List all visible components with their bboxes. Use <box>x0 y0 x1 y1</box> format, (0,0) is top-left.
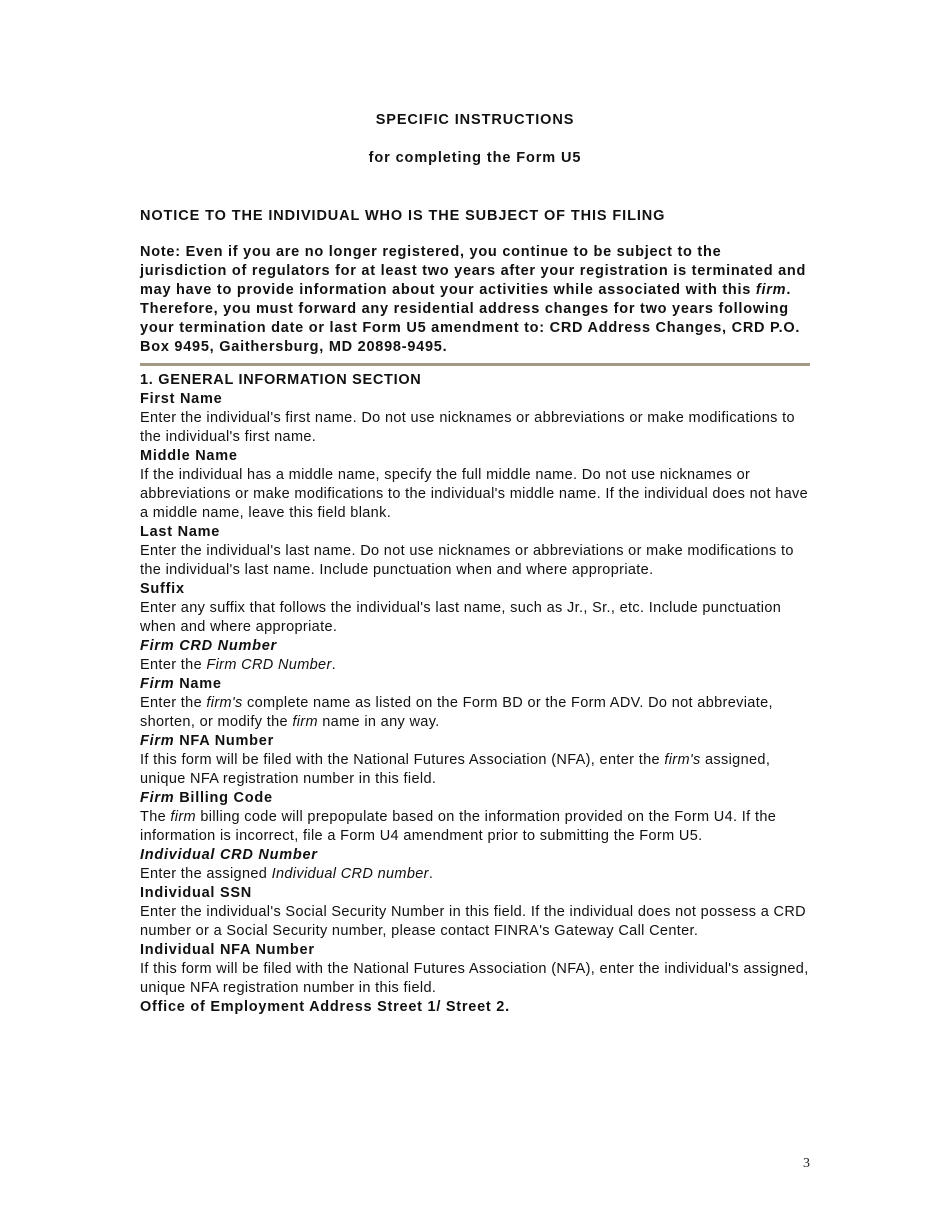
field-heading <box>140 675 810 694</box>
field-description-text: firm <box>170 809 196 825</box>
field-description <box>140 808 810 846</box>
field-heading-text: Middle Name <box>140 448 238 464</box>
field-description-text: Enter any suffix that follows the individual's last name, such as Jr., Sr., etc. Include punctuation when and where appropriate. <box>140 600 782 635</box>
field-description <box>140 466 810 523</box>
field-heading <box>140 637 810 656</box>
field-description-text: billing code will prepopulate based on the information provided on the Form U4. If the information is incorrect, file a Form U4 amendment prior to submitting the Form U5. <box>140 809 777 844</box>
field-description-text: The <box>140 809 171 825</box>
document-subtitle: for completing the Form U5 <box>368 150 582 166</box>
field-heading-text: Suffix <box>140 581 185 597</box>
page-number: 3 <box>803 1156 810 1171</box>
field-heading-text: Last Name <box>140 524 221 540</box>
field-description-text: firm's <box>664 752 701 768</box>
field-heading <box>140 884 810 903</box>
field-heading-text: Firm <box>140 733 175 749</box>
field-heading-text: Firm <box>140 790 175 806</box>
field-heading-text: Name <box>174 676 222 692</box>
field-description-text: Enter the individual's last name. Do not use nicknames or abbreviations or make modifications to the individual's last name. Include punctuation when and where appropriate. <box>140 543 794 578</box>
field-description-text: Enter the individual's Social Security Number in this field. If the individual does not possess a CRD number or a Social Security number, please contact FINRA's Gateway Call Center. <box>140 904 806 939</box>
field-heading-text: Individual CRD Number <box>140 847 318 863</box>
field-heading <box>140 580 810 599</box>
field-heading-text: Firm <box>140 676 175 692</box>
field-description <box>140 694 810 732</box>
notice-text: Note: Even if you are no longer registered, you continue to be subject to the jurisdiction of regulators for at least two years after your registration is terminated and may have to provide information about your activities while associated with this <box>140 244 807 298</box>
field-heading-text: Firm CRD Number <box>140 638 277 654</box>
section-divider <box>140 363 810 366</box>
field-heading-text: First Name <box>140 391 223 407</box>
field-heading <box>140 846 810 865</box>
field-description <box>140 409 810 447</box>
field-heading-text: NFA Number <box>174 733 274 749</box>
field-description-text: . <box>331 657 337 673</box>
field-description <box>140 960 810 998</box>
document-page <box>140 112 810 1017</box>
notice-text-italic: firm <box>755 282 787 298</box>
field-list <box>140 390 810 1017</box>
section-title: 1. GENERAL INFORMATION SECTION <box>140 372 422 388</box>
field-heading-text: Office of Employment Address Street 1/ Street 2. <box>140 999 510 1015</box>
field-heading-text: Individual NFA Number <box>140 942 315 958</box>
field-description <box>140 656 810 675</box>
field-heading-text: Billing Code <box>174 790 273 806</box>
field-heading <box>140 789 810 808</box>
field-description <box>140 865 810 884</box>
field-description-text: If the individual has a middle name, specify the full middle name. Do not use nicknames or abbreviations or make modifications to the individual's middle name. If the individual does not have a middle name, leave this field blank. <box>140 467 809 521</box>
field-heading <box>140 998 810 1017</box>
notice-paragraph <box>140 243 810 357</box>
field-heading <box>140 390 810 409</box>
field-heading <box>140 941 810 960</box>
field-heading <box>140 523 810 542</box>
field-description <box>140 903 810 941</box>
field-description-text: complete name as listed on the Form BD or the Form ADV. Do not abbreviate, shorten, or modify the <box>140 695 773 730</box>
field-description-text: Firm CRD Number <box>206 657 332 673</box>
field-description-text: Enter the <box>140 695 207 711</box>
field-description-text: firm's <box>206 695 243 711</box>
field-description-text: If this form will be filed with the National Futures Association (NFA), enter the individual's assigned, unique NFA registration number in this field. <box>140 961 809 996</box>
field-description-text: . <box>428 866 434 882</box>
field-description-text: Individual CRD number <box>271 866 429 882</box>
field-description-text: Enter the assigned <box>140 866 272 882</box>
notice-heading: NOTICE TO THE INDIVIDUAL WHO IS THE SUBJECT OF THIS FILING <box>140 208 666 224</box>
field-description-text: Enter the individual's first name. Do not use nicknames or abbreviations or make modifications to the individual's first name. <box>140 410 795 445</box>
notice-text: . Therefore, you must forward any residential address changes for two years following your termination date or last Form U5 amendment to: CRD Address Changes, CRD P.O. Box 9495, Gaithersburg, MD 20898-9495. <box>140 282 801 355</box>
field-description <box>140 599 810 637</box>
field-heading-text: Individual SSN <box>140 885 253 901</box>
field-heading <box>140 732 810 751</box>
field-description-text: assigned, unique NFA registration number in this field. <box>140 752 771 787</box>
document-title: SPECIFIC INSTRUCTIONS <box>375 112 575 128</box>
field-description <box>140 751 810 789</box>
field-description-text: name in any way. <box>317 714 440 730</box>
field-description-text: firm <box>292 714 318 730</box>
field-description-text: If this form will be filed with the National Futures Association (NFA), enter the <box>140 752 665 768</box>
field-description-text: Enter the <box>140 657 207 673</box>
field-heading <box>140 447 810 466</box>
field-description <box>140 542 810 580</box>
